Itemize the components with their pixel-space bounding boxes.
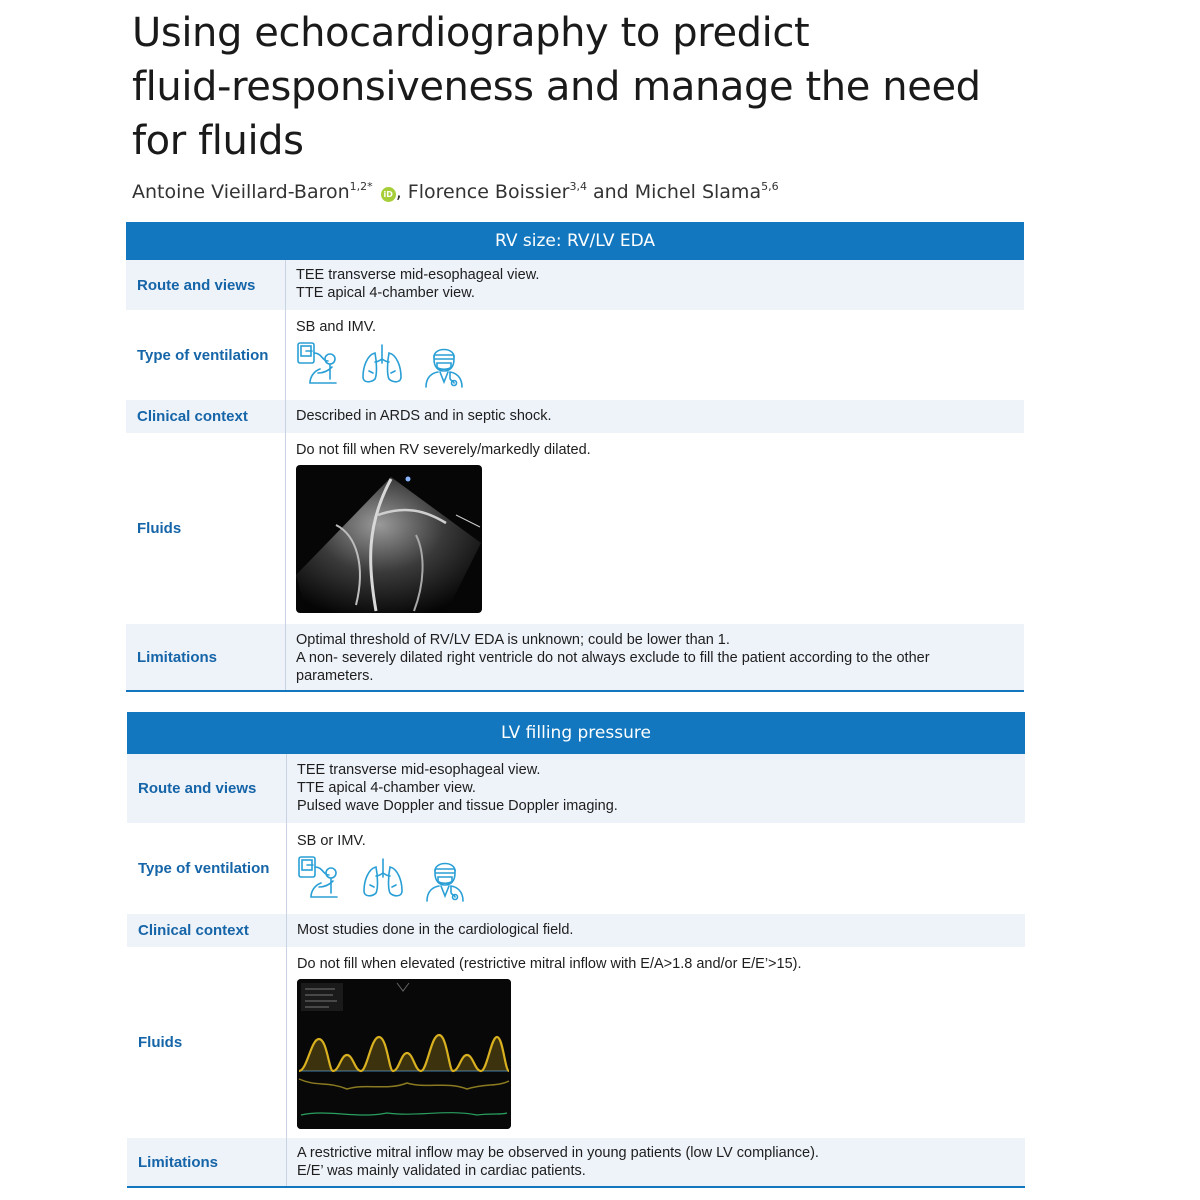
text-line: TTE apical 4-chamber view.	[296, 285, 475, 301]
fluids-row	[126, 433, 1024, 624]
masked-patient-icon	[420, 341, 468, 389]
title-line: Using echocardiography to predict	[132, 10, 810, 56]
row-label: Limitations	[126, 624, 286, 690]
ventilation-row	[126, 310, 1024, 400]
text-line: Optimal threshold of RV/LV EDA is unknown; could be lower than 1.	[296, 632, 730, 648]
route-row	[126, 260, 1024, 310]
limitations-row	[127, 1138, 1025, 1186]
text-line: TEE transverse mid-esophageal view.	[296, 267, 540, 283]
text-line: Do not fill when RV severely/markedly dilated.	[296, 442, 591, 458]
row-label: Fluids	[126, 433, 286, 624]
text-line: A non- severely dilated right ventricle do not always exclude to fill the patient according to the other	[296, 650, 930, 666]
author-name: Florence Boissier	[407, 181, 570, 203]
author-name: Antoine Vieillard-Baron	[132, 181, 350, 203]
paper-title	[132, 6, 1092, 168]
affiliation-sup: 1,2*	[349, 180, 373, 193]
title-line: for fluids	[132, 118, 304, 164]
text-line: SB or IMV.	[297, 833, 366, 849]
row-label: Fluids	[127, 947, 287, 1138]
fluids-row	[127, 947, 1025, 1138]
row-label: Route and views	[127, 754, 287, 823]
ventilator-patient-icon	[297, 855, 345, 903]
author-separator: and	[586, 181, 635, 203]
mitral-doppler-tracing-image	[297, 979, 511, 1129]
table-rule	[126, 690, 1024, 692]
row-label: Route and views	[126, 260, 286, 310]
text-line: TTE apical 4-chamber view.	[297, 780, 476, 796]
limitations-row	[126, 624, 1024, 690]
rv-size-table	[126, 222, 1024, 692]
row-label: Limitations	[127, 1138, 287, 1186]
orcid-icon[interactable]: iD	[381, 187, 396, 202]
author-name: Michel Slama	[634, 181, 762, 203]
row-label: Type of ventilation	[126, 310, 286, 400]
masked-patient-icon	[421, 855, 469, 903]
lv-filling-pressure-table	[127, 712, 1025, 1188]
text-line: Pulsed wave Doppler and tissue Doppler imaging.	[297, 798, 618, 814]
text-line: parameters.	[296, 668, 374, 684]
ventilation-icons	[296, 341, 1014, 389]
title-line: fluid-responsiveness and manage the need	[132, 64, 981, 110]
text-line: SB and IMV.	[296, 319, 377, 335]
row-content: Described in ARDS and in septic shock.	[296, 408, 552, 424]
text-line: Do not fill when elevated (restrictive mitral inflow with E/A>1.8 and/or E/E’>15).	[297, 956, 802, 972]
affiliation-sup: 5,6	[761, 180, 779, 193]
table-header: LV filling pressure	[127, 712, 1025, 754]
ventilator-patient-icon	[296, 341, 344, 389]
context-row	[127, 914, 1025, 947]
ventilation-icons	[297, 855, 1015, 903]
row-label: Clinical context	[127, 914, 287, 947]
row-content	[287, 823, 1025, 914]
affiliation-sup: 3,4	[569, 180, 587, 193]
text-line: A restrictive mitral inflow may be observed in young patients (low LV compliance).	[297, 1145, 819, 1161]
row-content	[286, 433, 1024, 624]
row-content	[287, 947, 1025, 1138]
author-separator: ,	[395, 181, 408, 203]
row-label: Clinical context	[126, 400, 286, 433]
author-list	[132, 180, 779, 203]
row-content	[287, 754, 1025, 823]
echocardiogram-four-chamber-image	[296, 465, 482, 613]
context-row	[126, 400, 1024, 433]
lungs-icon	[359, 855, 407, 903]
table-rule	[127, 1186, 1025, 1188]
row-content	[286, 624, 1024, 690]
row-label: Type of ventilation	[127, 823, 287, 914]
text-line: TEE transverse mid-esophageal view.	[297, 762, 541, 778]
row-content: Most studies done in the cardiological field.	[297, 922, 574, 938]
table-header: RV size: RV/LV EDA	[126, 222, 1024, 260]
row-content	[286, 310, 1024, 400]
route-row	[127, 754, 1025, 823]
row-content	[286, 260, 1024, 310]
lungs-icon	[358, 341, 406, 389]
ventilation-row	[127, 823, 1025, 914]
text-line: E/E’ was mainly validated in cardiac patients.	[297, 1163, 586, 1179]
row-content	[287, 1138, 1025, 1186]
